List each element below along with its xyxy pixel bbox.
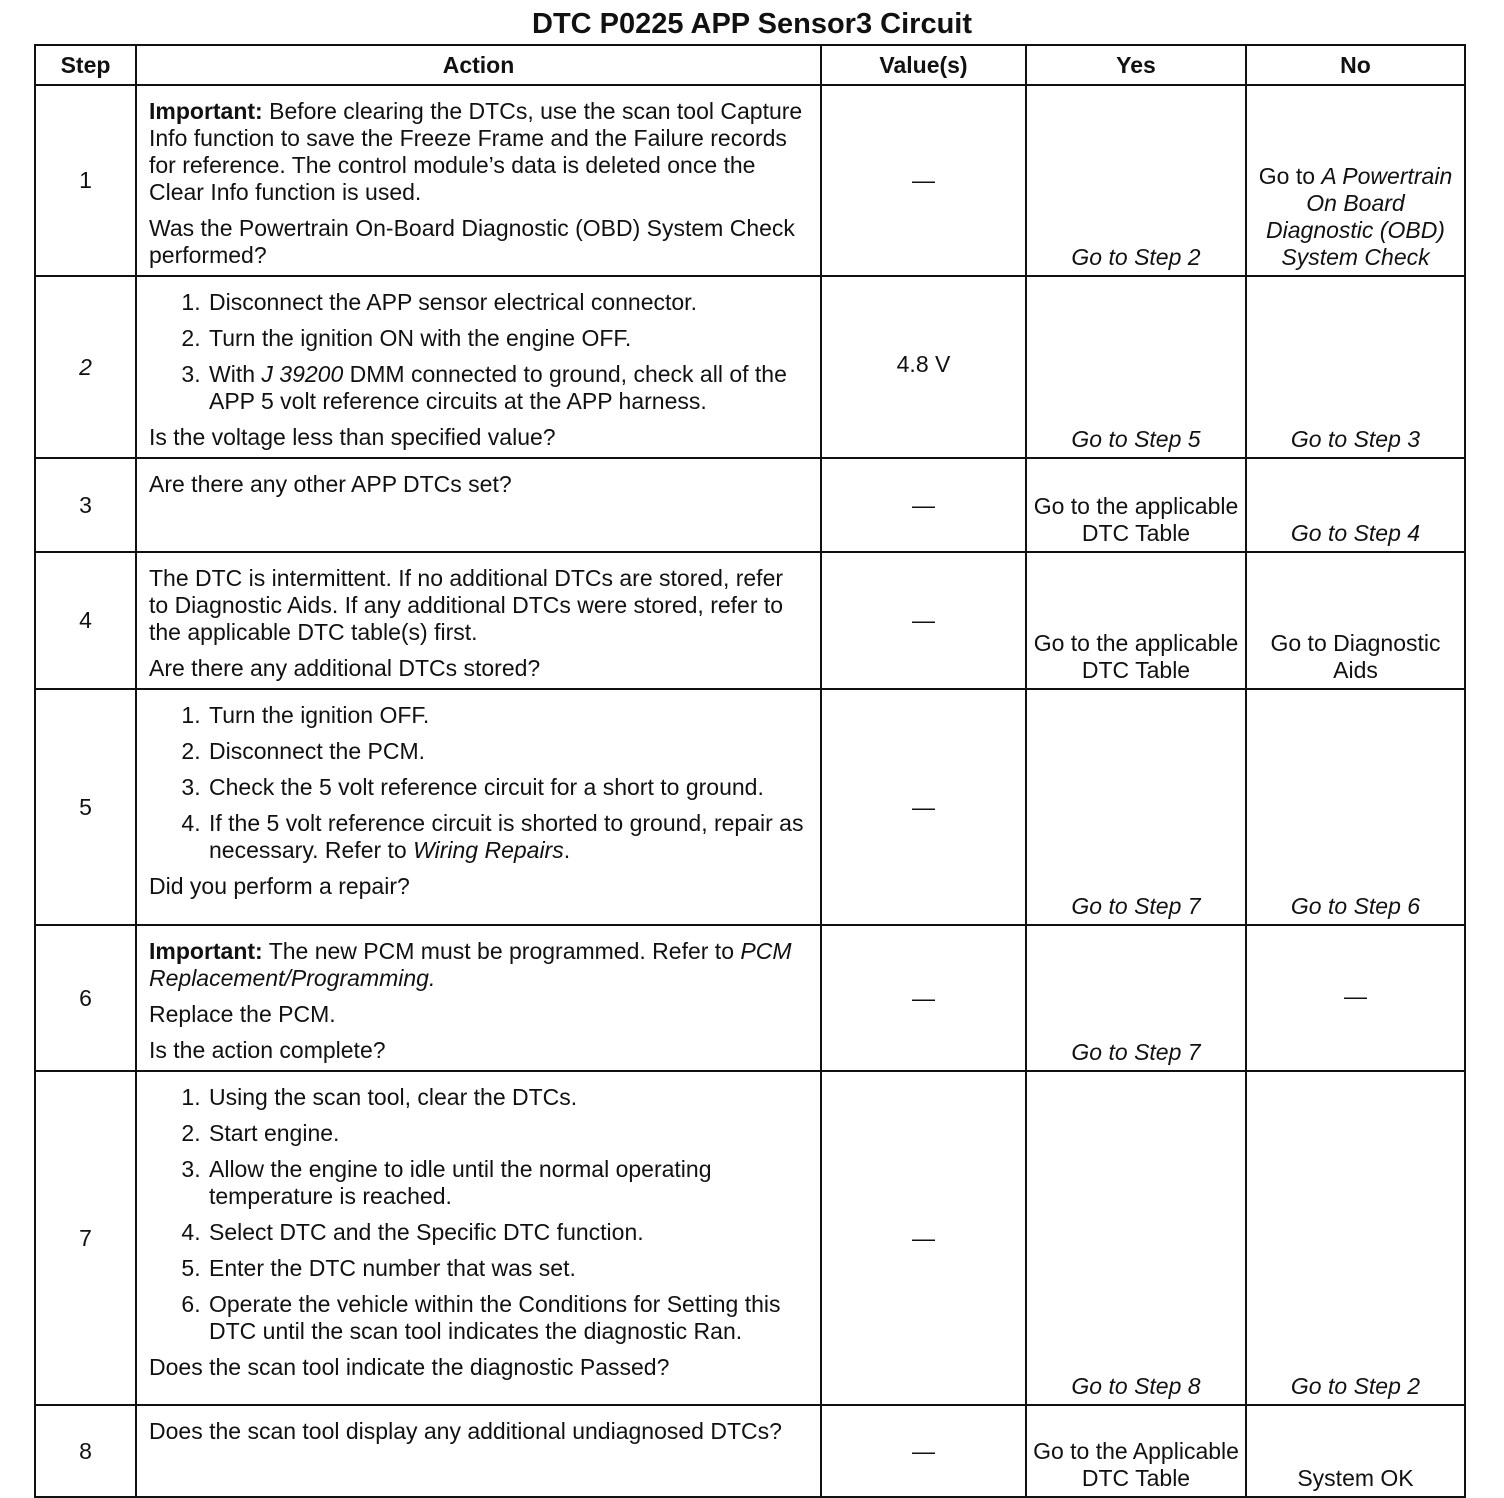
yes-cell: Go to Step 8	[1026, 1071, 1246, 1405]
item-suffix: .	[563, 837, 571, 863]
value-cell: —	[821, 458, 1026, 552]
important-label: Important:	[149, 938, 263, 964]
diagnostic-table	[34, 44, 1466, 1498]
table-row	[35, 1405, 1465, 1497]
value-cell: —	[821, 689, 1026, 925]
list-item: 1. Using the scan tool, clear the DTCs.	[207, 1084, 808, 1111]
step-number: 7	[35, 1071, 136, 1405]
table-row	[35, 689, 1465, 925]
yes-cell: Go to Step 2	[1026, 85, 1246, 276]
no-cell: System OK	[1246, 1405, 1465, 1497]
step-number: 2	[35, 276, 136, 458]
header-no: No	[1246, 45, 1465, 85]
yes-cell: Go to the applicable DTC Table	[1026, 458, 1246, 552]
value-cell: 4.8 V	[821, 276, 1026, 458]
item-text: If the 5 volt reference circuit is shorted to ground, repair as necessary. Refer to	[209, 810, 804, 863]
header-action: Action	[136, 45, 821, 85]
action-cell	[136, 1071, 821, 1405]
yes-cell: Go to Step 7	[1026, 925, 1246, 1071]
list-item: 3. Check the 5 volt reference circuit for a short to ground.	[207, 774, 808, 801]
action-cell	[136, 552, 821, 689]
question: Are there any other APP DTCs set?	[149, 471, 512, 497]
yes-cell: Go to Step 7	[1026, 689, 1246, 925]
step-number: 3	[35, 458, 136, 552]
yes-cell: Go to Step 5	[1026, 276, 1246, 458]
list-item	[207, 361, 808, 415]
step-number: 4	[35, 552, 136, 689]
table-row	[35, 552, 1465, 689]
important-note	[149, 98, 808, 206]
list-item: 6. Operate the vehicle within the Conditions for Setting this DTC until the scan tool indicates the diagnostic Ran.	[207, 1291, 808, 1345]
important-text: The new PCM must be programmed. Refer to	[262, 938, 741, 964]
note-text: Replace the PCM.	[149, 1001, 336, 1027]
yes-cell: Go to the applicable DTC Table	[1026, 552, 1246, 689]
important-note	[149, 938, 808, 992]
list-item: 3. Allow the engine to idle until the normal operating temperature is reached.	[207, 1156, 808, 1210]
important-text: Before clearing the DTCs, use the scan tool Capture Info function to save the Freeze Frame and the Failure records for reference. The control module’s data is deleted once the Clear Info function is used.	[149, 98, 803, 205]
question: Is the voltage less than specified value?	[149, 424, 556, 450]
no-prefix: Go to	[1258, 163, 1322, 189]
value-cell: —	[821, 85, 1026, 276]
no-cell: —	[1246, 925, 1465, 1071]
header-row	[35, 45, 1465, 85]
no-cell: Go to Diagnostic Aids	[1246, 552, 1465, 689]
action-cell	[136, 276, 821, 458]
list-item: 1. Disconnect the APP sensor electrical connector.	[207, 289, 808, 316]
table-row	[35, 85, 1465, 276]
procedure-list	[149, 289, 808, 415]
question: Does the scan tool display any additional undiagnosed DTCs?	[149, 1418, 782, 1444]
yes-cell: Go to the Applicable DTC Table	[1026, 1405, 1246, 1497]
list-item: 4. Select DTC and the Specific DTC function.	[207, 1219, 808, 1246]
no-cell	[1246, 85, 1465, 276]
item-italic: Wiring Repairs	[413, 837, 564, 863]
item-prefix: With	[209, 361, 262, 387]
step-number: 1	[35, 85, 136, 276]
item-italic: J 39200	[261, 361, 344, 387]
list-item: 2. Start engine.	[207, 1120, 808, 1147]
action-cell	[136, 85, 821, 276]
action-cell	[136, 1405, 821, 1497]
no-italic: A Powertrain On Board Diagnostic (OBD) System Check	[1266, 163, 1453, 270]
note-text: The DTC is intermittent. If no additional DTCs are stored, refer to Diagnostic Aids. If any additional DTCs were stored, refer to the applicable DTC table(s) first.	[149, 565, 784, 645]
procedure-list	[149, 1084, 808, 1345]
value-cell: —	[821, 1071, 1026, 1405]
table-row	[35, 458, 1465, 552]
list-item: 2. Turn the ignition ON with the engine OFF.	[207, 325, 808, 352]
value-cell: —	[821, 552, 1026, 689]
important-label: Important:	[149, 98, 263, 124]
value-cell: —	[821, 1405, 1026, 1497]
page-title: DTC P0225 APP Sensor3 Circuit	[532, 8, 972, 40]
question: Was the Powertrain On-Board Diagnostic (OBD) System Check performed?	[149, 215, 795, 268]
step-number: 8	[35, 1405, 136, 1497]
header-values: Value(s)	[821, 45, 1026, 85]
question: Does the scan tool indicate the diagnostic Passed?	[149, 1354, 670, 1380]
list-item: 5. Enter the DTC number that was set.	[207, 1255, 808, 1282]
action-cell	[136, 689, 821, 925]
list-item: 2. Disconnect the PCM.	[207, 738, 808, 765]
no-cell: Go to Step 6	[1246, 689, 1465, 925]
step-number: 5	[35, 689, 136, 925]
question: Are there any additional DTCs stored?	[149, 655, 541, 681]
no-cell: Go to Step 4	[1246, 458, 1465, 552]
table-row	[35, 1071, 1465, 1405]
action-cell	[136, 458, 821, 552]
list-item: 1. Turn the ignition OFF.	[207, 702, 808, 729]
item-suffix: DMM connected to ground, check all of the APP 5 volt reference circuits at the APP harness.	[209, 361, 787, 414]
question: Is the action complete?	[149, 1037, 386, 1063]
step-number: 6	[35, 925, 136, 1071]
procedure-list	[149, 702, 808, 864]
no-cell: Go to Step 2	[1246, 1071, 1465, 1405]
table-row	[35, 925, 1465, 1071]
list-item	[207, 810, 808, 864]
question: Did you perform a repair?	[149, 873, 410, 899]
header-yes: Yes	[1026, 45, 1246, 85]
action-cell	[136, 925, 821, 1071]
value-cell: —	[821, 925, 1026, 1071]
important-italic: PCM Replacement/Programming.	[149, 938, 792, 991]
header-step: Step	[35, 45, 136, 85]
table-row	[35, 276, 1465, 458]
no-cell: Go to Step 3	[1246, 276, 1465, 458]
